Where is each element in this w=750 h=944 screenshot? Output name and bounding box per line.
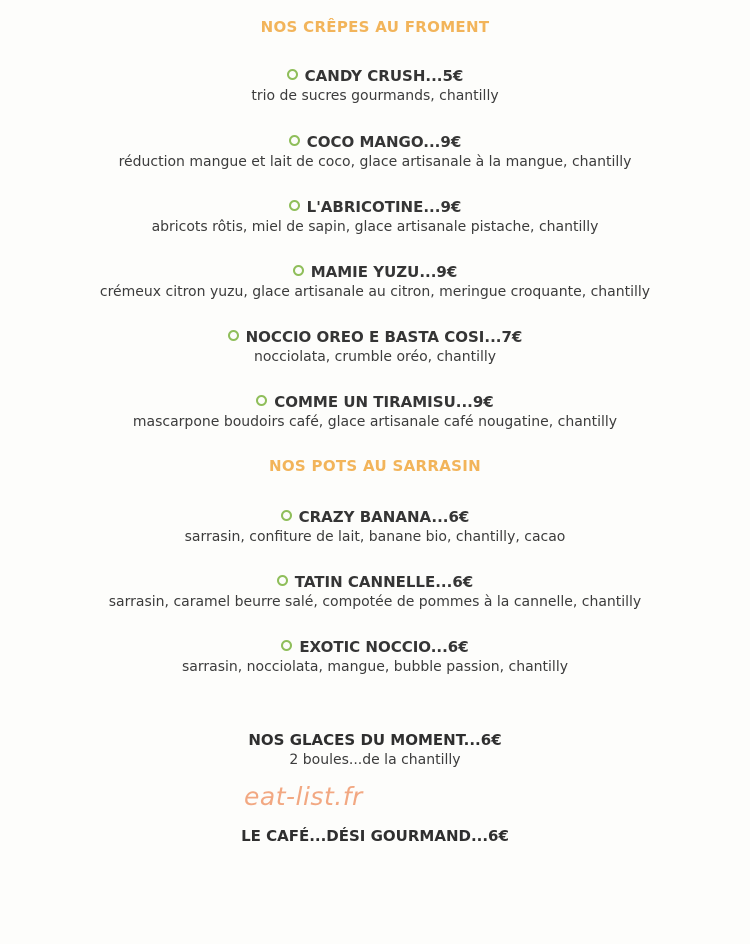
item-name: COMME UN TIRAMISU...9€ [274, 393, 494, 411]
item-description: trio de sucres gourmands, chantilly [251, 88, 499, 104]
menu-item [0, 66, 750, 106]
item-description: nocciolata, crumble oréo, chantilly [253, 349, 497, 365]
extra-title: LE CAFÉ...DÉSI GOURMAND...6€ [241, 827, 509, 845]
bullet-icon [281, 640, 292, 651]
menu-item [0, 327, 750, 367]
item-name: L'ABRICOTINE...9€ [306, 198, 462, 216]
item-description: sarrasin, confiture de lait, banane bio, chantilly, cacao [184, 529, 566, 545]
bullet-icon [277, 575, 288, 586]
menu-item [0, 507, 750, 547]
item-name: COCO MANGO...9€ [306, 133, 462, 151]
menu-item [0, 392, 750, 432]
bullet-icon [281, 510, 292, 521]
item-name: CRAZY BANANA...6€ [298, 508, 470, 526]
item-name: NOCCIO OREO E BASTA COSI...7€ [245, 328, 523, 346]
item-name: CANDY CRUSH...5€ [304, 67, 464, 85]
item-description: réduction mangue et lait de coco, glace artisanale à la mangue, chantilly [118, 154, 632, 170]
item-name: TATIN CANNELLE...6€ [294, 573, 474, 591]
item-description: crémeux citron yuzu, glace artisanale au citron, meringue croquante, chantilly [99, 284, 651, 300]
section-title-sarrasin: NOS POTS AU SARRASIN [269, 457, 481, 475]
extra-title: NOS GLACES DU MOMENT...6€ [248, 731, 502, 749]
extra-cafe [0, 826, 750, 846]
item-name: EXOTIC NOCCIO...6€ [299, 638, 469, 656]
item-description: mascarpone boudoirs café, glace artisanale café nougatine, chantilly [132, 414, 618, 430]
bullet-icon [293, 265, 304, 276]
item-name: MAMIE YUZU...9€ [310, 263, 458, 281]
extra-description: 2 boules...de la chantilly [289, 752, 461, 768]
bullet-icon [289, 200, 300, 211]
extra-glaces [0, 730, 750, 770]
item-description: abricots rôtis, miel de sapin, glace artisanale pistache, chantilly [151, 219, 599, 235]
section-title-crepes: NOS CRÊPES AU FROMENT [260, 18, 490, 36]
menu-item [0, 572, 750, 612]
watermark: eat-list.fr [244, 782, 363, 811]
menu-item [0, 262, 750, 302]
bullet-icon [289, 135, 300, 146]
bullet-icon [287, 69, 298, 80]
bullet-icon [256, 395, 267, 406]
menu-item [0, 637, 750, 677]
item-description: sarrasin, nocciolata, mangue, bubble passion, chantilly [182, 659, 568, 675]
bullet-icon [228, 330, 239, 341]
menu-item [0, 197, 750, 237]
menu-item [0, 132, 750, 172]
item-description: sarrasin, caramel beurre salé, compotée de pommes à la cannelle, chantilly [108, 594, 642, 610]
